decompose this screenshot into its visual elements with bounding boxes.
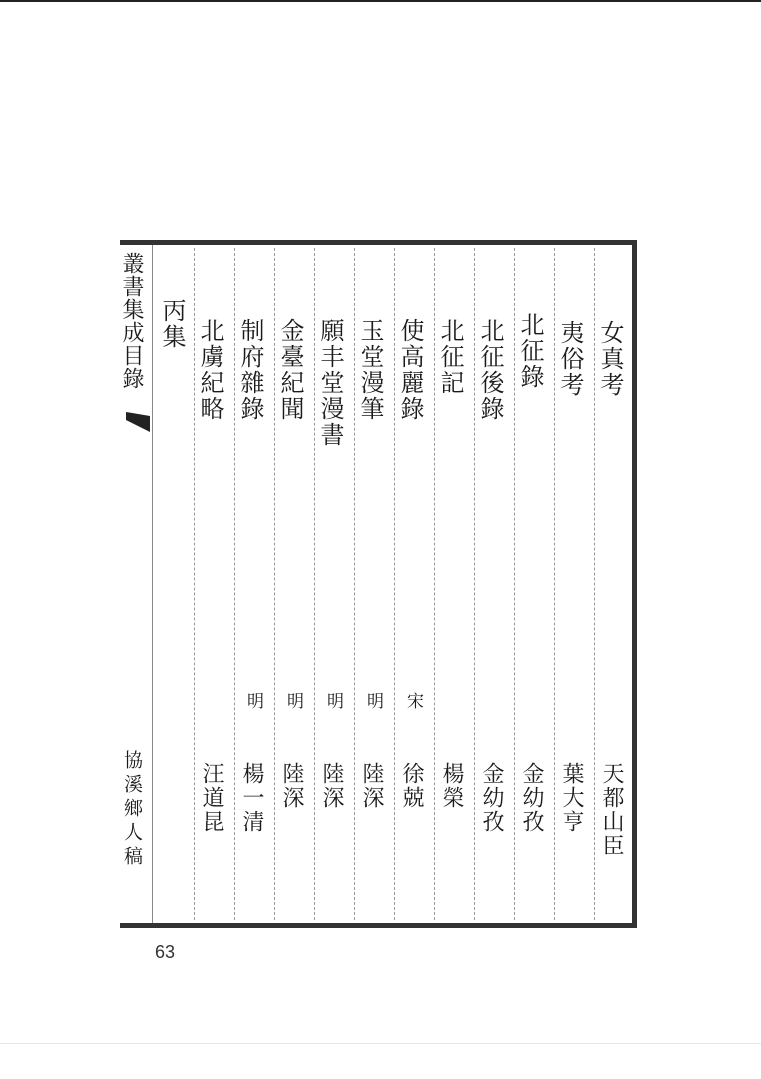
column-separator	[234, 248, 235, 920]
entry-title: 北征記	[436, 318, 464, 396]
edge-title: 叢書集成目錄	[119, 252, 144, 390]
entry-title: 北征錄	[516, 312, 544, 390]
entry-author: 徐兢	[399, 762, 424, 810]
column-separator	[434, 248, 435, 920]
bottom-rule	[0, 1043, 761, 1044]
entry-title: 女真考	[596, 320, 624, 398]
entry-dynasty: 明	[363, 692, 383, 709]
entry-author: 金幼孜	[519, 762, 544, 834]
entry-author: 葉大亨	[559, 762, 584, 834]
frame-right-border	[632, 240, 637, 928]
entry-title: 北虜紀略	[196, 318, 224, 422]
fish-tail-mark	[126, 410, 150, 432]
entry-author: 陸深	[359, 762, 384, 810]
entry-author: 汪道昆	[199, 762, 224, 834]
entry-title: 制府雜錄	[236, 318, 264, 422]
entry-title: 金臺紀聞	[276, 318, 304, 422]
column-separator	[554, 248, 555, 920]
page-number: 63	[155, 942, 176, 962]
column-separator	[514, 248, 515, 920]
entry-author: 陸深	[319, 762, 344, 810]
entry-dynasty: 明	[323, 692, 343, 709]
column-separator	[594, 248, 595, 920]
frame-top-border	[120, 240, 637, 245]
column-separator	[314, 248, 315, 920]
column-separator	[194, 248, 195, 920]
entry-author: 陸深	[279, 762, 304, 810]
column-separator	[474, 248, 475, 920]
entry-author: 楊榮	[439, 762, 464, 810]
entry-dynasty: 明	[243, 692, 263, 709]
entry-author: 楊一清	[239, 762, 264, 834]
entry-title: 夷俗考	[556, 320, 584, 398]
entry-author: 天都山臣	[599, 762, 624, 858]
entry-title: 北征後錄	[476, 318, 504, 422]
catalog-page	[120, 240, 637, 928]
column-separator	[274, 248, 275, 920]
section-heading: 丙集	[158, 298, 186, 350]
entry-title: 願丰堂漫書	[316, 318, 344, 448]
frame-bottom-border	[120, 923, 637, 928]
entry-title: 使高麗錄	[396, 318, 424, 422]
column-separator	[394, 248, 395, 920]
top-rule	[0, 0, 761, 2]
frame-edge-line	[152, 245, 153, 923]
entry-author: 金幼孜	[479, 762, 504, 834]
entry-dynasty: 宋	[403, 692, 423, 709]
column-separator	[354, 248, 355, 920]
edge-compiler: 協溪鄉人稿	[121, 750, 143, 870]
entry-dynasty: 明	[283, 692, 303, 709]
entry-title: 玉堂漫筆	[356, 318, 384, 422]
